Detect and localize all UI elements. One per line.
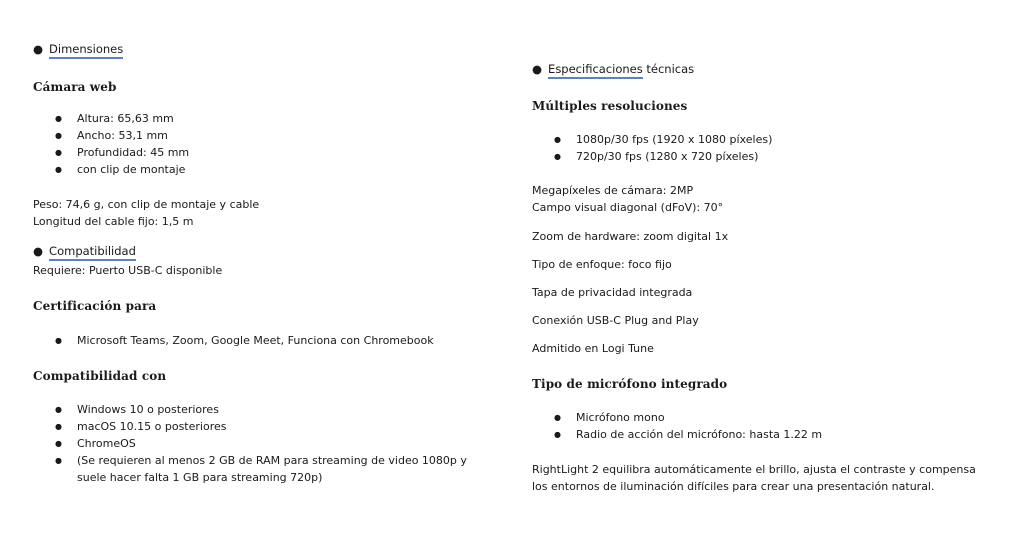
mic-list xyxy=(532,409,1002,443)
cable-length-line: Longitud del cable fijo: 1,5 m xyxy=(33,215,194,228)
webcam-heading: Cámara web xyxy=(33,80,117,94)
list-item: ● 720p/30 fps (1280 x 720 píxeles) xyxy=(532,148,1002,165)
mic-heading: Tipo de micrófono integrado xyxy=(532,377,728,391)
logi-tune-line: Admitido en Logi Tune xyxy=(532,342,654,355)
requires-line: Requiere: Puerto USB-C disponible xyxy=(33,264,223,277)
list-item: ● Ancho: 53,1 mm xyxy=(33,127,503,144)
megapixels-line: Megapíxeles de cámara: 2MP xyxy=(532,184,694,197)
compatible-with-list xyxy=(33,401,493,486)
rightlight-paragraph: RightLight 2 equilibra automáticamente el brillo, ajusta el contraste y compensa los entornos de iluminación difíciles para crear una presentación natural. xyxy=(532,463,976,493)
compatibility-heading: ● Compatibilidad xyxy=(33,243,136,259)
list-item: ● Profundidad: 45 mm xyxy=(33,144,503,161)
weight-line: Peso: 74,6 g, con clip de montaje y cable xyxy=(33,198,260,211)
specs-heading: ● Especificaciones técnicas xyxy=(532,61,694,77)
bullet-icon: ● xyxy=(33,244,44,258)
connection-line: Conexión USB-C Plug and Play xyxy=(532,314,699,327)
focus-line: Tipo de enfoque: foco fijo xyxy=(532,258,672,271)
list-item: ● Microsoft Teams, Zoom, Google Meet, Funciona con Chromebook xyxy=(33,332,503,349)
dimensions-heading: ● Dimensiones xyxy=(33,41,123,57)
list-item: ● ChromeOS xyxy=(33,435,493,452)
zoom-line: Zoom de hardware: zoom digital 1x xyxy=(532,230,729,243)
list-item: ● Radio de acción del micrófono: hasta 1.22 m xyxy=(532,426,1002,443)
fov-line: Campo visual diagonal (dFoV): 70° xyxy=(532,201,724,214)
certification-heading: Certificación para xyxy=(33,299,157,313)
certification-list xyxy=(33,332,503,349)
privacy-line: Tapa de privacidad integrada xyxy=(532,286,693,299)
list-item: ● (Se requieren al menos 2 GB de RAM para streaming de video 1080p y suele hacer falta 1 GB para streaming 720p) xyxy=(33,452,493,486)
list-item: ● Micrófono mono xyxy=(532,409,1002,426)
list-item: ● Windows 10 o posteriores xyxy=(33,401,493,418)
list-item: ● macOS 10.15 o posteriores xyxy=(33,418,493,435)
resolutions-heading: Múltiples resoluciones xyxy=(532,99,688,113)
webcam-dimensions-list xyxy=(33,110,503,178)
bullet-icon: ● xyxy=(532,62,543,76)
list-item: ● con clip de montaje xyxy=(33,161,503,178)
bullet-icon: ● xyxy=(33,42,44,56)
compatible-with-heading: Compatibilidad con xyxy=(33,369,167,383)
resolutions-list xyxy=(532,131,1002,165)
list-item: ● Altura: 65,63 mm xyxy=(33,110,503,127)
list-item: ● 1080p/30 fps (1920 x 1080 píxeles) xyxy=(532,131,1002,148)
